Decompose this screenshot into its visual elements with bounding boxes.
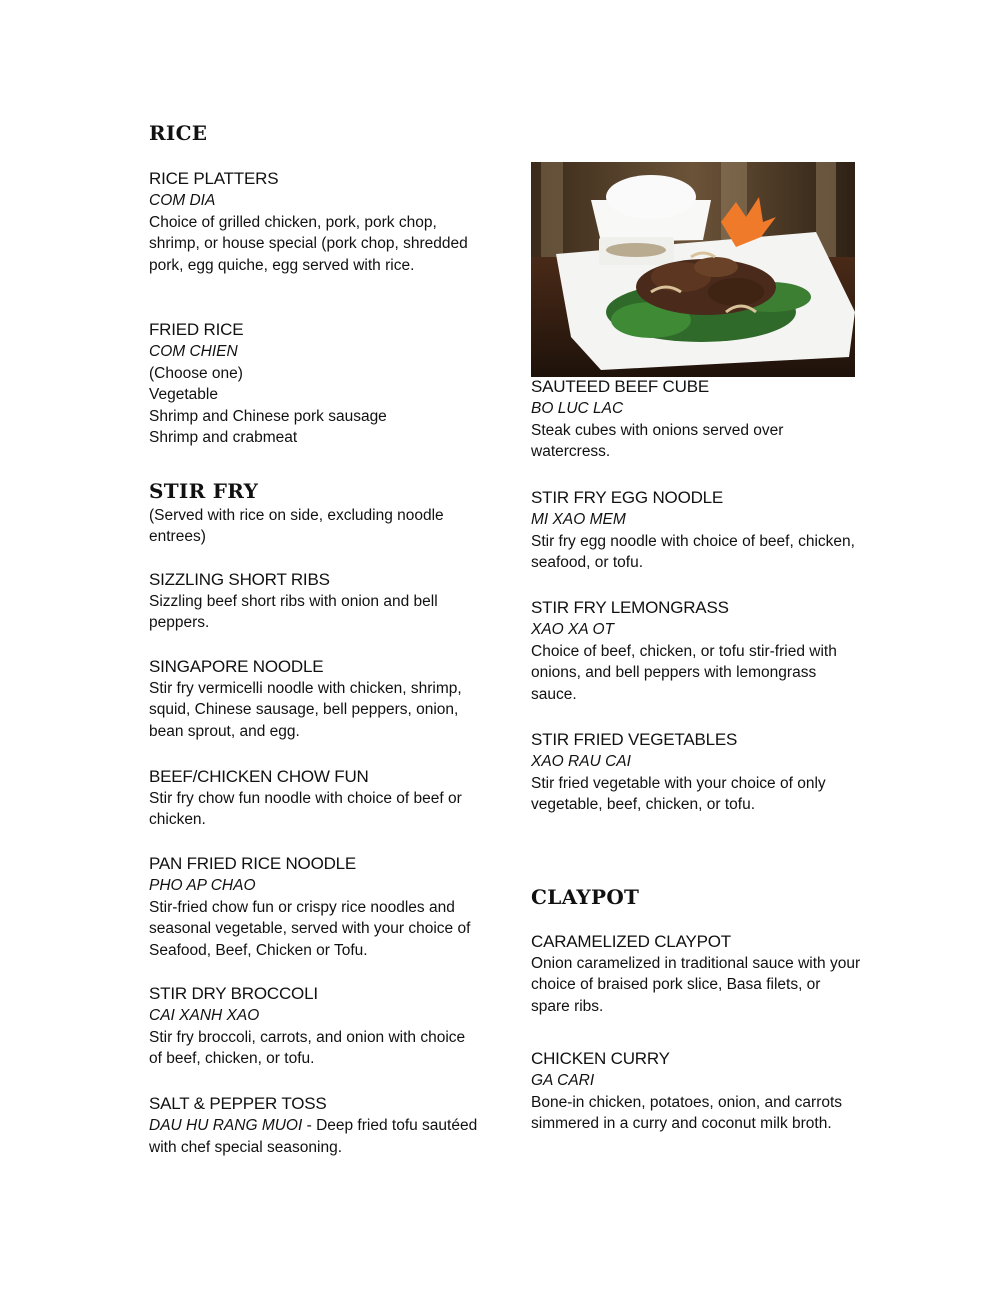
menu-item-pan-fried-rice-noodle [149, 853, 479, 961]
item-description: Onion caramelized in traditional sauce with your choice of braised pork slice, Basa filets, or spare ribs. [531, 955, 861, 1015]
item-description: Stir fry chow fun noodle with choice of beef or chicken. [149, 790, 462, 829]
item-viet-name: BO LUC LAC [531, 400, 624, 417]
item-name: SINGAPORE NOODLE [149, 657, 324, 676]
item-option: Shrimp and Chinese pork sausage [149, 407, 387, 425]
item-name: RICE PLATTERS [149, 169, 279, 188]
item-viet-name: DAU HU RANG MUOI [149, 1117, 303, 1134]
menu-item-chicken-curry [531, 1048, 861, 1135]
item-name: STIR FRY LEMONGRASS [531, 598, 729, 617]
item-name: STIR FRY EGG NOODLE [531, 488, 724, 507]
item-viet-name: CAI XANH XAO [149, 1007, 260, 1024]
item-viet-name: XAO XA OT [531, 621, 614, 638]
section-title-claypot: CLAYPOT [531, 885, 640, 909]
item-viet-name: COM DIA [149, 192, 216, 209]
menu-item-fried-rice [149, 319, 479, 448]
menu-item-broccoli [149, 983, 479, 1070]
item-description [149, 1115, 479, 1158]
item-description: Stir fry broccoli, carrots, and onion with choice of beef, chicken, or tofu. [149, 1029, 466, 1068]
menu-item-lemongrass [531, 597, 861, 705]
stir-fry-note [149, 505, 479, 548]
menu-item-singapore-noodle [149, 656, 479, 742]
section-note: (Served with rice on side, excluding noodle entrees) [149, 507, 444, 546]
item-name: CARAMELIZED CLAYPOT [531, 932, 731, 951]
menu-item-chow-fun [149, 766, 479, 831]
menu-item-caramelized-claypot [531, 931, 861, 1017]
item-option: Vegetable [149, 386, 218, 404]
menu-item-short-ribs [149, 569, 479, 634]
item-name: STIR FRIED VEGETABLES [531, 730, 738, 749]
item-description: Choice of grilled chicken, pork, pork chop, shrimp, or house special (pork chop, shredded pork, egg quiche, egg served with rice. [149, 214, 468, 274]
section-title-rice: RICE [149, 121, 208, 145]
item-name: SIZZLING SHORT RIBS [149, 570, 330, 589]
menu-item-rice-platters [149, 168, 479, 276]
item-viet-name: MI XAO MEM [531, 511, 626, 528]
item-option: (Choose one) [149, 365, 243, 382]
item-description-text: - Deep fried tofu sautéed with chef special seasoning. [149, 1117, 478, 1156]
item-description: Stir fried vegetable with your choice of only vegetable, beef, chicken, or tofu. [531, 775, 826, 814]
item-description: Steak cubes with onions served over watercress. [531, 422, 784, 461]
item-description: Bone-in chicken, potatoes, onion, and carrots simmered in a curry and coconut milk broth. [531, 1094, 843, 1133]
menu-item-egg-noodle [531, 487, 861, 574]
menu-item-sauteed-beef-cube [531, 376, 861, 463]
item-viet-name: XAO RAU CAI [531, 753, 631, 770]
section-title-stir-fry: STIR FRY [149, 479, 259, 503]
item-description: Sizzling beef short ribs with onion and bell peppers. [149, 593, 438, 632]
item-name: BEEF/CHICKEN CHOW FUN [149, 767, 369, 786]
item-description: Stir fry vermicelli noodle with chicken, shrimp, squid, Chinese sausage, bell peppers, onion, bean sprout, and egg. [149, 680, 462, 740]
item-viet-name: COM CHIEN [149, 343, 238, 360]
menu-item-salt-pepper-toss [149, 1093, 479, 1158]
item-name: PAN FRIED RICE NOODLE [149, 854, 357, 873]
item-description: Stir fry egg noodle with choice of beef, chicken, seafood, or tofu. [531, 533, 855, 572]
item-description: Choice of beef, chicken, or tofu stir-fried with onions, and bell peppers with lemongrass sauce. [531, 643, 837, 703]
item-name: CHICKEN CURRY [531, 1049, 670, 1068]
item-name: SAUTEED BEEF CUBE [531, 377, 709, 396]
item-viet-name: GA CARI [531, 1072, 595, 1089]
menu-item-stir-fried-vegetables [531, 729, 861, 816]
item-description: Stir-fried chow fun or crispy rice noodles and seasonal vegetable, served with your choice of Seafood, Beef, Chicken or Tofu. [149, 899, 471, 959]
item-option: Shrimp and crabmeat [149, 428, 298, 446]
item-name: STIR DRY BROCCOLI [149, 984, 318, 1003]
item-name: FRIED RICE [149, 320, 244, 339]
plated-beef-dish-photo [531, 162, 855, 377]
item-name: SALT & PEPPER TOSS [149, 1094, 327, 1113]
item-viet-name: PHO AP CHAO [149, 877, 256, 894]
